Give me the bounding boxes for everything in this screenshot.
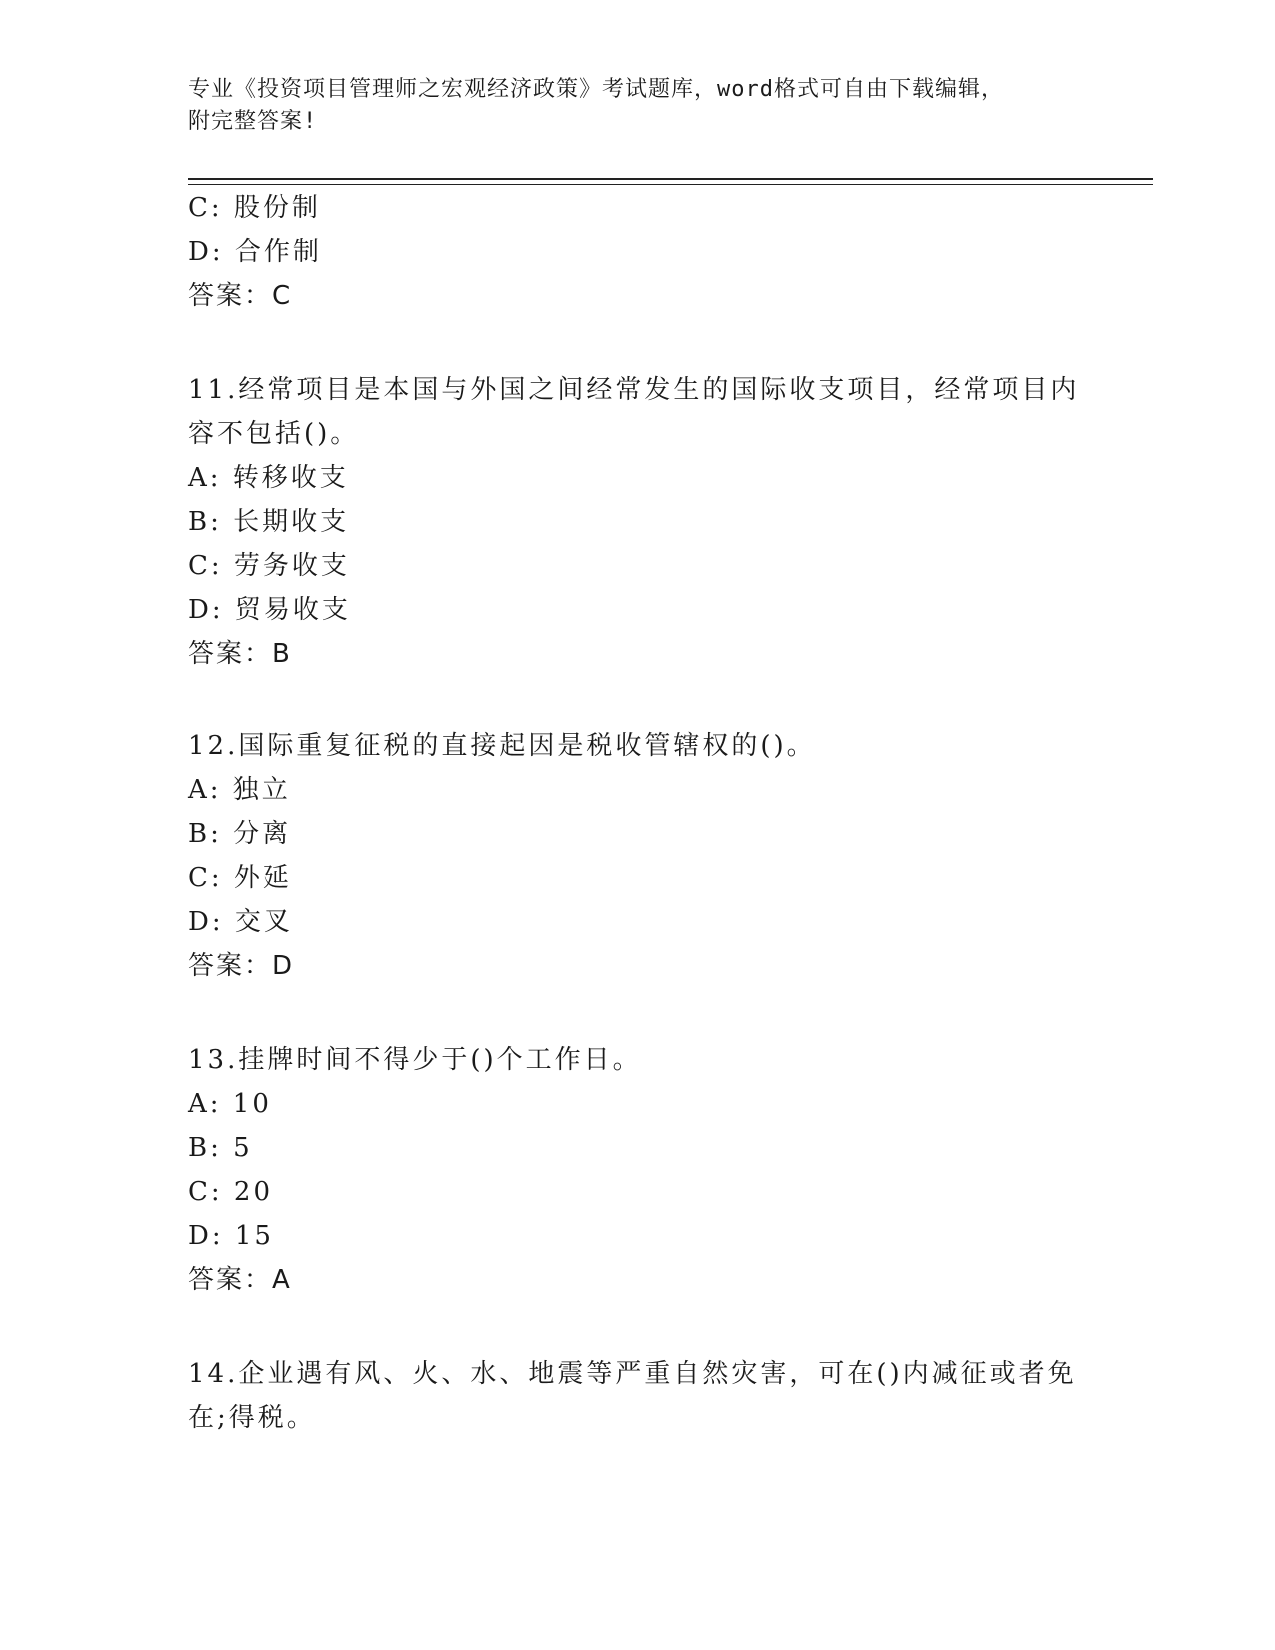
q11-option-a: A: 转移收支 [188, 463, 349, 493]
header-line-1: 专业《投资项目管理师之宏观经济政策》考试题库，word格式可自由下载编辑， [188, 77, 1004, 102]
q14-question-line-1: 14.企业遇有风、火、水、地震等严重自然灾害，可在()内减征或者免 [188, 1359, 1077, 1389]
q14-question-line-2: 在;得税。 [188, 1403, 316, 1433]
q10-option-c: C: 股份制 [188, 193, 321, 223]
q13-answer: 答案：A [188, 1265, 292, 1295]
q13-option-a: A: 10 [188, 1089, 272, 1119]
q11-question-line-2: 容不包括()。 [188, 419, 360, 449]
q10-option-d: D: 合作制 [188, 237, 322, 267]
q12-option-a: A: 独立 [188, 775, 291, 805]
header-divider-thin [188, 184, 1153, 185]
q11-option-d: D: 贸易收支 [188, 595, 351, 625]
q13-question-line-1: 13.挂牌时间不得少于()个工作日。 [188, 1045, 642, 1075]
q11-option-c: C: 劳务收支 [188, 551, 350, 581]
q12-option-c: C: 外延 [188, 863, 292, 893]
q13-option-c: C: 20 [188, 1177, 274, 1207]
q12-answer: 答案：D [188, 951, 295, 981]
document-header [188, 74, 1068, 138]
q10-answer: 答案：C [188, 281, 293, 311]
q11-option-b: B: 长期收支 [188, 507, 350, 537]
q12-question-line-1: 12.国际重复征税的直接起因是税收管辖权的()。 [188, 731, 816, 761]
header-divider-thick [188, 178, 1153, 180]
q13-option-b: B: 5 [188, 1133, 253, 1163]
q12-option-d: D: 交叉 [188, 907, 293, 937]
q13-option-d: D: 15 [188, 1221, 274, 1251]
header-line-2: 附完整答案! [188, 109, 318, 134]
q12-option-b: B: 分离 [188, 819, 292, 849]
q11-question-line-1: 11.经常项目是本国与外国之间经常发生的国际收支项目，经常项目内 [188, 375, 1080, 405]
q11-answer: 答案：B [188, 639, 292, 669]
